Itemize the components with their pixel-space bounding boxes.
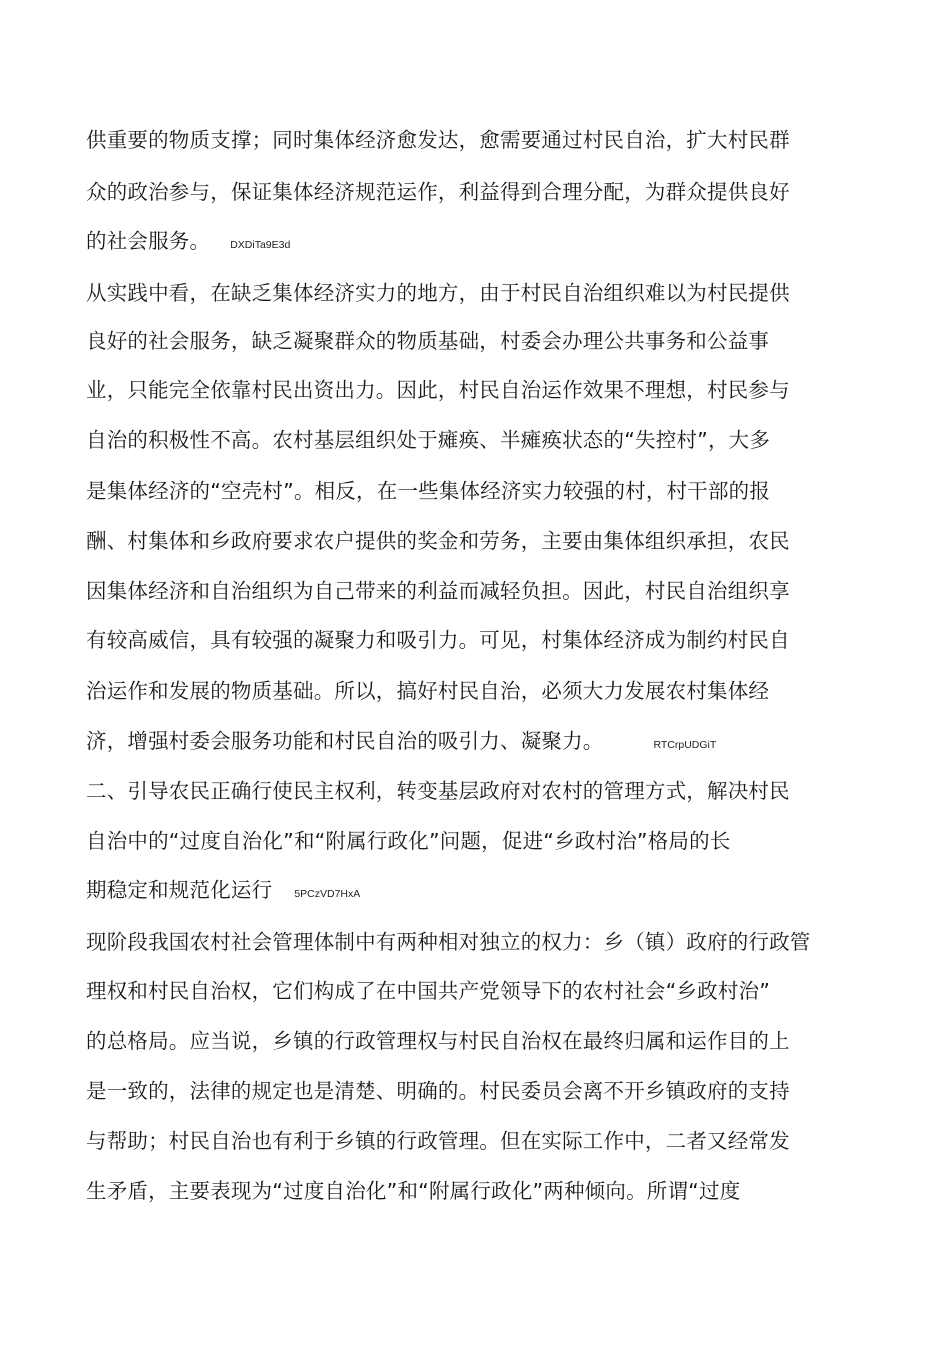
text-line — [86, 826, 731, 856]
text-line — [86, 927, 811, 957]
text-line — [86, 1026, 790, 1056]
line-text: 酬、村集体和乡政府要求农户提供的奖金和劳务，主要由集体组织承担，农民 — [86, 529, 790, 553]
line-text: 众的政治参与，保证集体经济规范运作，利益得到合理分配，为群众提供良好 — [86, 180, 790, 204]
text-line — [86, 676, 769, 706]
text-line — [86, 1076, 790, 1106]
line-text: 治运作和发展的物质基础。所以，搞好村民自治，必须大力发展农村集体经 — [86, 679, 770, 703]
line-text: 从实践中看，在缺乏集体经济实力的地方，由于村民自治组织难以为村民提供 — [86, 281, 790, 305]
line-text: 济，增强村委会服务功能和村民自治的吸引力、凝聚力。 — [86, 729, 604, 753]
text-line — [86, 1126, 790, 1156]
line-text: 自治中的“过度自治化”和“附属行政化”问题，促进“乡政村治”格局的长 — [86, 829, 731, 853]
line-text: 的社会服务。 — [86, 229, 211, 253]
text-line — [86, 976, 770, 1006]
text-line — [86, 776, 790, 806]
line-text: 自治的积极性不高。农村基层组织处于瘫痪、半瘫痪状态的“失控村”，大多 — [86, 428, 771, 452]
text-line — [86, 425, 770, 455]
line-text: 良好的社会服务，缺乏凝聚群众的物质基础，村委会办理公共事务和公益事 — [86, 329, 770, 353]
line-text: 期稳定和规范化运行 — [86, 878, 273, 902]
reference-code: RTCrpUDGiT — [653, 739, 717, 751]
line-text: 理权和村民自治权，它们构成了在中国共产党领导下的农村社会“乡政村治” — [86, 979, 771, 1003]
line-text: 是一致的，法律的规定也是清楚、明确的。村民委员会离不开乡镇政府的支持 — [86, 1079, 790, 1103]
text-line — [86, 576, 790, 606]
text-line — [86, 726, 716, 760]
text-line — [86, 177, 790, 207]
line-text: 二、引导农民正确行使民主权利，转变基层政府对农村的管理方式，解决村民 — [86, 779, 790, 803]
line-text: 因集体经济和自治组织为自己带来的利益而减轻负担。因此，村民自治组织享 — [86, 579, 790, 603]
text-line — [86, 326, 769, 356]
text-line — [86, 526, 790, 556]
line-text: 现阶段我国农村社会管理体制中有两种相对独立的权力：乡（镇）政府的行政管 — [86, 930, 811, 954]
line-text: 生矛盾，主要表现为“过度自治化”和“附属行政化”两种倾向。所谓“过度 — [86, 1179, 741, 1203]
line-text: 是集体经济的“空壳村”。相反，在一些集体经济实力较强的村，村干部的报 — [86, 479, 771, 503]
text-line — [86, 278, 790, 308]
reference-code: 5PCzVD7HxA — [294, 888, 361, 900]
text-line — [86, 1176, 740, 1206]
text-line — [86, 375, 790, 405]
text-line — [86, 625, 790, 655]
text-line — [86, 476, 770, 506]
line-text: 的总格局。应当说，乡镇的行政管理权与村民自治权在最终归属和运作目的上 — [86, 1029, 790, 1053]
reference-code: DXDiTa9E3d — [230, 239, 291, 251]
text-line — [86, 125, 790, 155]
text-line — [86, 875, 360, 909]
line-text: 有较高威信，具有较强的凝聚力和吸引力。可见，村集体经济成为制约村民自 — [86, 628, 790, 652]
text-line — [86, 226, 290, 260]
line-text: 与帮助；村民自治也有利于乡镇的行政管理。但在实际工作中，二者又经常发 — [86, 1129, 790, 1153]
line-text: 供重要的物质支撑；同时集体经济愈发达，愈需要通过村民自治，扩大村民群 — [86, 128, 790, 152]
line-text: 业，只能完全依靠村民出资出力。因此，村民自治运作效果不理想，村民参与 — [86, 378, 790, 402]
